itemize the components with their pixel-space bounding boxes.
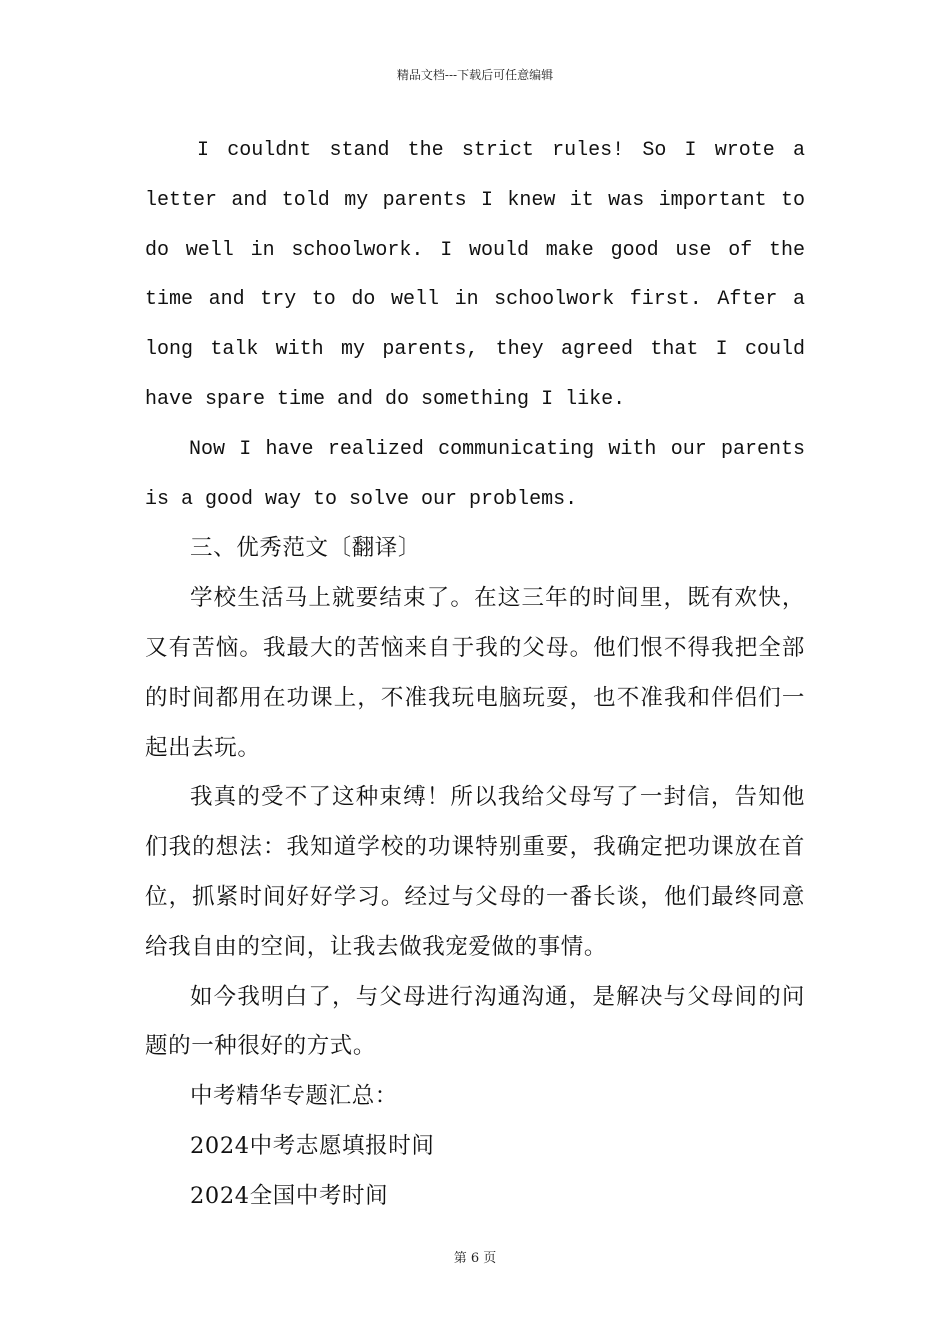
english-paragraph: I couldnt stand the strict rules! So I wrote a letter and told my parents I knew it was important to do well in schoolwork. I would make good use of the time and try to do well in schoolwork first. After a long talk with my parents, they agreed that I could have spare time and do something I like. (145, 139, 805, 411)
chinese-paragraph: 如今我明白了，与父母进行沟通沟通，是解决与父母间的问题的一种很好的方式。 (145, 983, 805, 1060)
chinese-paragraph: 学校生活马上就要结束了。在这三年的时间里，既有欢快，又有苦恼。我最大的苦恼来自于我的父母。他们恨不得我把全部的时间都用在功课上，不准我玩电脑玩耍，也不准我和伴侣们一起出去玩。 (145, 585, 805, 761)
section-heading: 三、优秀范文〔翻译〕 (190, 535, 422, 562)
document-body (145, 126, 805, 1222)
page-number: 第 6 页 (453, 1251, 497, 1266)
english-paragraph: Now I have realized communicating with our parents is a good way to solve our problems. (145, 437, 805, 511)
topic-link[interactable]: 2024中考志愿填报时间 (190, 1132, 435, 1159)
topic-link[interactable]: 2024全国中考时间 (190, 1182, 389, 1209)
topics-heading: 中考精华专题汇总： (190, 1083, 398, 1110)
chinese-paragraph: 我真的受不了这种束缚！所以我给父母写了一封信，告知他们我的想法：我知道学校的功课特别重要，我确定把功课放在首位，抓紧时间好好学习。经过与父母的一番长谈，他们最终同意给我自由的空间，让我去做我宠爱做的事情。 (145, 784, 805, 960)
page-header: 精品文档---下载后可任意编辑 (396, 68, 554, 82)
